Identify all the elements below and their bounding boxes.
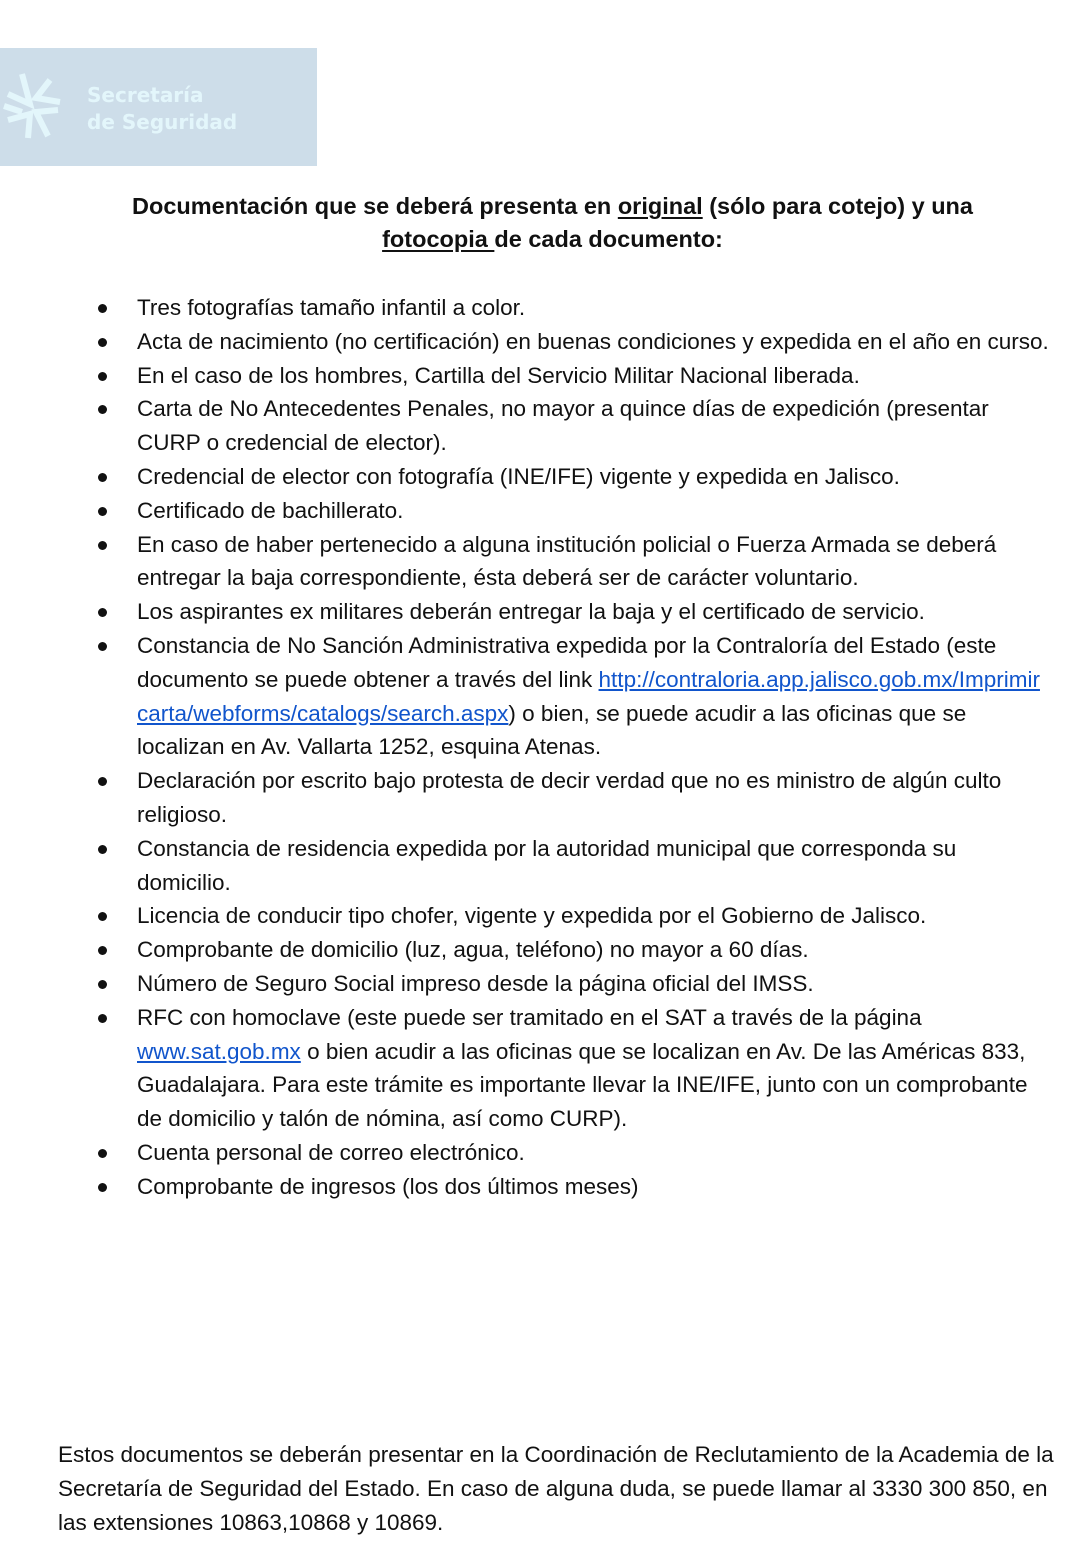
bullet-icon — [98, 946, 107, 955]
requirement-text: Cuenta personal de correo electrónico. — [137, 1139, 525, 1165]
requirement-item — [0, 629, 1080, 764]
bullet-icon — [98, 541, 107, 550]
bullet-icon — [98, 304, 107, 313]
bullet-icon — [98, 845, 107, 854]
requirement-item — [0, 933, 1080, 967]
star-icon — [0, 66, 80, 146]
title-underline-original: original — [617, 193, 703, 219]
logo-line-1: Secretaría — [87, 83, 204, 107]
bullet-icon — [98, 1014, 107, 1023]
requirement-text: RFC con homoclave (este puede ser tramitado en el SAT a través de la página — [137, 1004, 922, 1030]
requirements-list — [0, 291, 1080, 1204]
bullet-icon — [98, 1149, 107, 1158]
requirement-item — [0, 967, 1080, 1001]
bullet-icon — [98, 507, 107, 516]
requirement-item — [0, 1136, 1080, 1170]
bullet-icon — [98, 642, 107, 651]
requirement-text: Comprobante de ingresos (los dos últimos meses) — [137, 1173, 639, 1199]
bullet-icon — [98, 405, 107, 414]
requirement-item — [0, 764, 1080, 832]
requirement-text: Constancia de residencia expedida por la autoridad municipal que corresponda su domicilio. — [137, 835, 957, 895]
requirement-item — [0, 1001, 1080, 1136]
sat-link[interactable]: www.sat.gob.mx — [137, 1038, 301, 1064]
contraloria-link[interactable]: http://contraloria.app.jalisco.gob.mx/Imprimircarta/webforms/catalogs/search.aspx — [137, 666, 1040, 726]
title-part-2: (sólo para cotejo) y una — [702, 193, 973, 219]
bullet-icon — [98, 1183, 107, 1192]
logo-line-2: de Seguridad — [87, 110, 238, 134]
requirement-item — [0, 595, 1080, 629]
document-title — [40, 190, 1065, 256]
requirement-text: Número de Seguro Social impreso desde la página oficial del IMSS. — [137, 970, 814, 996]
requirement-item — [0, 325, 1080, 359]
requirement-text: Licencia de conducir tipo chofer, vigente y expedida por el Gobierno de Jalisco. — [137, 903, 927, 929]
requirement-item — [0, 494, 1080, 528]
bullet-icon — [98, 372, 107, 381]
requirement-text: Credencial de elector con fotografía (INE/IFE) vigente y expedida en Jalisco. — [137, 463, 900, 489]
bullet-icon — [98, 980, 107, 989]
requirement-text: Declaración por escrito bajo protesta de decir verdad que no es ministro de algún culto religioso. — [137, 768, 1002, 827]
requirement-text: Acta de nacimiento (no certificación) en buenas condiciones y expedida en el año en curso. — [137, 328, 1049, 354]
requirement-text: ) o bien, se puede acudir a las oficinas que se localizan en Av. Vallarta 1252, esquina Atenas. — [137, 700, 967, 760]
requirement-item — [0, 291, 1080, 325]
title-underline-fotocopia: fotocopia — [382, 226, 495, 252]
title-part-3: de cada documento: — [494, 226, 723, 252]
bullet-icon — [98, 777, 107, 786]
requirement-text: Los aspirantes ex militares deberán entregar la baja y el certificado de servicio. — [137, 599, 925, 625]
requirement-item — [0, 899, 1080, 933]
bullet-icon — [98, 608, 107, 617]
requirement-text: Tres fotografías tamaño infantil a color. — [137, 295, 526, 320]
requirement-item — [0, 392, 1080, 460]
requirement-item — [0, 1170, 1080, 1204]
requirement-item — [0, 359, 1080, 393]
requirement-item — [0, 832, 1080, 900]
requirement-text: En caso de haber pertenecido a alguna institución policial o Fuerza Armada se deberá entregar la baja correspondiente, ésta deberá ser de carácter voluntario. — [137, 531, 997, 591]
logo-text — [87, 82, 237, 136]
footer-paragraph: Estos documentos se deberán presentar en la Coordinación de Reclutamiento de la Academia de la Secretaría de Seguridad del Estado. En caso de alguna duda, se puede llamar al 3330 300 850, en las extensiones 10863,10868 y 10869. — [58, 1442, 1054, 1535]
requirement-item — [0, 528, 1080, 596]
requirement-item — [0, 460, 1080, 494]
bullet-icon — [98, 473, 107, 482]
requirement-text: o bien acudir a las oficinas que se localizan en Av. De las Américas 833, Guadalajara. Para este trámite es importante llevar la INE/IFE, junto con un comprobante de domicilio y talón de nómina, así como CURP). — [137, 1038, 1028, 1132]
title-part-1: Documentación que se deberá presenta en — [132, 193, 618, 219]
bullet-icon — [98, 912, 107, 921]
secretaria-seguridad-logo — [0, 48, 317, 166]
requirement-text: Constancia de No Sanción Administrativa expedida por la Contraloría del Estado (este documento se puede obtener a través del link — [137, 632, 997, 692]
requirement-text: Comprobante de domicilio (luz, agua, teléfono) no mayor a 60 días. — [137, 937, 809, 963]
requirement-text: En el caso de los hombres, Cartilla del Servicio Militar Nacional liberada. — [137, 362, 860, 388]
bullet-icon — [98, 338, 107, 347]
requirement-text: Carta de No Antecedentes Penales, no mayor a quince días de expedición (presentar CURP o credencial de elector). — [137, 396, 989, 456]
requirement-text: Certificado de bachillerato. — [137, 497, 404, 523]
